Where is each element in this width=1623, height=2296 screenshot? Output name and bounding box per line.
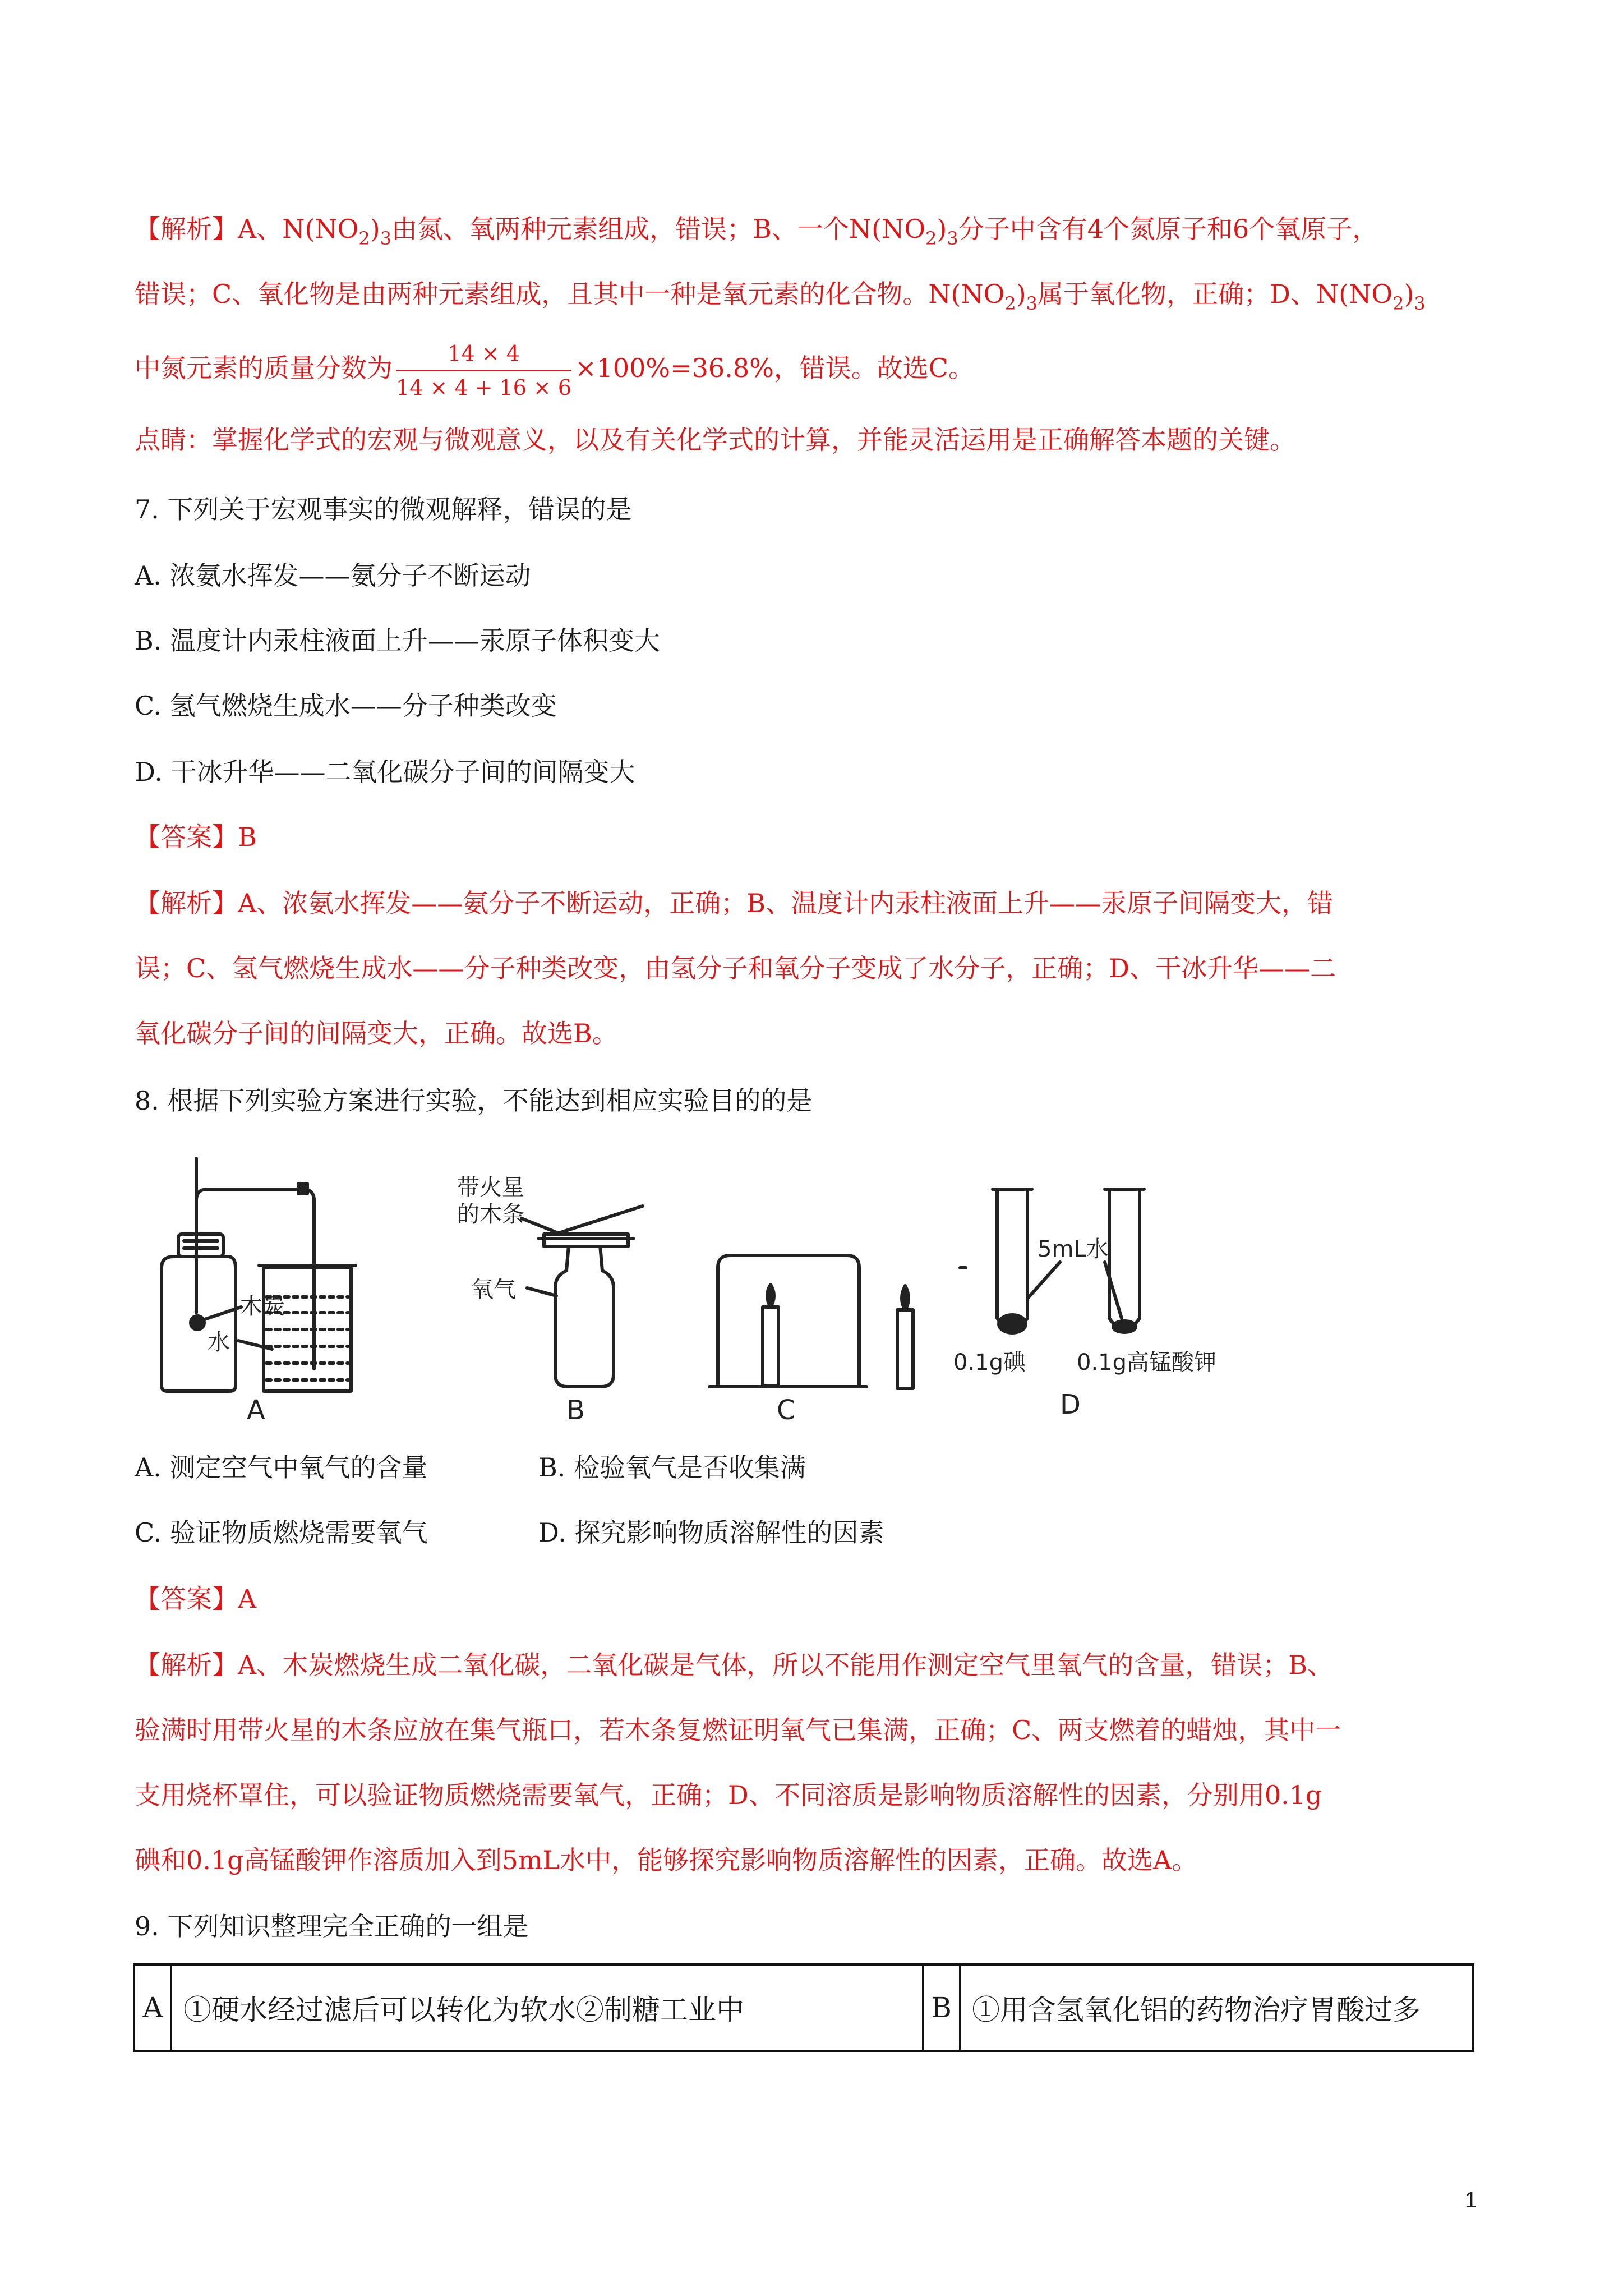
page-number: 1 <box>1464 2188 1477 2212</box>
q8-analysis-line: 验满时用带火星的木条应放在集气瓶口，若木条复燃证明氧气已集满，正确；C、两支燃着的蜡烛，其中一 <box>135 1715 1341 1745</box>
label-5ml-water: 5mL水 <box>1038 1236 1109 1262</box>
q9-table-b-text: ①用含氢氧化铝的药物治疗胃酸过多 <box>972 1994 1421 2026</box>
q6-analysis-line-3: 中氮元素的质量分数为 $\frac{14 \times 4}{14 \times 4 + 16 \times 6}$ ×100%=36.8%，错误。故选C。 <box>135 334 974 402</box>
q9-table-a-text: ①硬水经过滤后可以转化为软水②制糖工业中 <box>183 1994 744 2026</box>
label-splint-2: 的木条 <box>457 1202 524 1227</box>
analysis-label: 【解析】 <box>135 214 238 244</box>
fraction-denominator: 14 × 4 + 16 × 6 <box>396 375 572 400</box>
q9-table <box>133 1963 1474 2052</box>
q7-analysis-line: 【解析】A、浓氨水挥发——氨分子不断运动，正确；B、温度计内汞柱液面上升——汞原子间隔变大，错 <box>135 888 1334 918</box>
caption-c: C <box>777 1395 796 1425</box>
q9-table-a-text-cell <box>172 1966 924 2050</box>
apparatus-c <box>709 1255 913 1388</box>
mass-fraction-formula <box>396 339 571 402</box>
label-oxygen: 氧气 <box>471 1277 516 1303</box>
label-iodine: 0.1g碘 <box>953 1350 1026 1375</box>
q7-analysis-line: 误；C、氢气燃烧生成水——分子种类改变，由氢分子和氧分子变成了水分子，正确；D、干冰升华——二 <box>135 953 1336 983</box>
label-kmno4: 0.1g高锰酸钾 <box>1077 1350 1217 1375</box>
q8-option-c: C. 验证物质燃烧需要氧气 <box>135 1517 428 1548</box>
apparatus-b <box>522 1206 643 1387</box>
q7-option-d: D. 干冰升华——二氧化碳分子间的间隔变大 <box>135 757 635 787</box>
q7-answer: 【答案】B <box>135 822 257 852</box>
q7-option-a: A. 浓氨水挥发——氨分子不断运动 <box>135 560 531 591</box>
q6-tip: 点睛：掌握化学式的宏观与微观意义，以及有关化学式的计算，并能灵活运用是正确解答本题的关键。 <box>135 425 1295 455</box>
apparatus-a <box>162 1158 356 1391</box>
fraction-numerator: 14 × 4 <box>396 339 571 371</box>
q8-stem: 8. 根据下列实验方案进行实验，不能达到相应实验目的的是 <box>135 1085 813 1116</box>
experiment-figure <box>151 1156 1273 1425</box>
q9-table-a-label: A <box>142 1991 163 2024</box>
q8-answer: 【答案】A <box>135 1584 257 1614</box>
q9-table-a-label-cell <box>135 1966 172 2050</box>
q8-option-a: A. 测定空气中氧气的含量 <box>135 1452 428 1483</box>
q9-table-b-label: B <box>931 1991 952 2024</box>
label-charcoal: 木炭 <box>240 1294 285 1319</box>
q6-analysis-line-2: 错误；C、氧化物是由两种元素组成，且其中一种是氧元素的化合物。$N(NO_2)_3$属于氧化物，正确；D、$N(NO_2)_3$ <box>135 279 1426 314</box>
q7-option-c: C. 氢气燃烧生成水——分子种类改变 <box>135 691 557 721</box>
caption-d: D <box>1060 1389 1081 1420</box>
q7-analysis-line: 氧化碳分子间的间隔变大，正确。故选B。 <box>135 1018 618 1048</box>
q8-option-d: D. 探究影响物质溶解性的因素 <box>538 1517 884 1548</box>
label-splint-1: 带火星 <box>457 1175 524 1200</box>
q8-option-b: B. 检验氧气是否收集满 <box>538 1452 806 1483</box>
q7-stem: 7. 下列关于宏观事实的微观解释，错误的是 <box>135 494 632 524</box>
q8-analysis-line: 【解析】A、木炭燃烧生成二氧化碳，二氧化碳是气体，所以不能用作测定空气里氧气的含量，错误；B、 <box>135 1650 1334 1680</box>
q9-table-b-text-cell <box>961 1966 1472 2050</box>
caption-a: A <box>247 1395 265 1425</box>
q8-analysis-line: 碘和0.1g高锰酸钾作溶质加入到5mL水中，能够探究影响物质溶解性的因素，正确。故选A。 <box>135 1845 1198 1875</box>
caption-b: B <box>566 1395 585 1425</box>
q9-stem: 9. 下列知识整理完全正确的一组是 <box>135 1911 529 1941</box>
q9-table-b-label-cell <box>924 1966 961 2050</box>
label-water: 水 <box>208 1329 230 1355</box>
q8-analysis-line: 支用烧杯罩住，可以验证物质燃烧需要氧气，正确；D、不同溶质是影响物质溶解性的因素，分别用0.1g <box>135 1780 1322 1810</box>
q7-option-b: B. 温度计内汞柱液面上升——汞原子体积变大 <box>135 625 661 656</box>
q6-analysis-line-1: 【解析】A、$N(NO_2)_3$由氮、氧两种元素组成，错误；B、一个$N(NO_2)_3$分子中含有4个氮原子和6个氧原子， <box>135 214 1378 249</box>
